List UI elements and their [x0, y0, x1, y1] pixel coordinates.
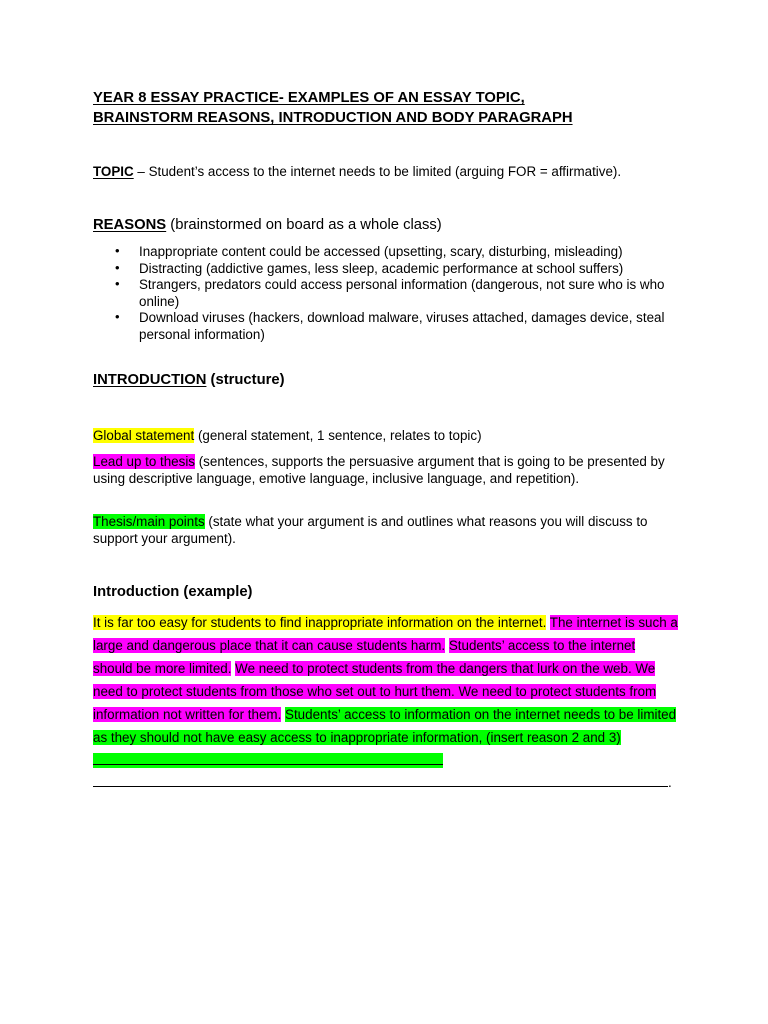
- example-thesis-text: Students’ access to information on the internet needs to be limited as they should not have easy access to inappropriate information, (insert reason 2 and 3): [93, 707, 677, 745]
- thesis-label: Thesis/main points: [93, 514, 205, 529]
- list-item: [93, 261, 678, 278]
- example-paragraph: [93, 611, 678, 772]
- reason-text: Strangers, predators could access personal information (dangerous, not sure who is who online): [139, 277, 665, 309]
- title-line-2: BRAINSTORM REASONS, INTRODUCTION AND BODY PARAGRAPH: [93, 110, 573, 126]
- bullet-icon: •: [115, 276, 120, 291]
- reason-text: Inappropriate content could be accessed (upsetting, scary, disturbing, misleading): [139, 244, 623, 259]
- bullet-icon: •: [115, 309, 120, 324]
- bullet-icon: •: [115, 243, 120, 258]
- reasons-label: REASONS: [93, 217, 167, 233]
- example-heading: Introduction (example): [93, 584, 253, 600]
- global-statement-text: (general statement, 1 sentence, relates to topic): [194, 428, 482, 443]
- example-global-statement: It is far too easy for students to find inappropriate information on the internet.: [93, 615, 547, 630]
- topic-label: TOPIC: [93, 164, 134, 179]
- reason-text: Download viruses (hackers, download malware, viruses attached, damages device, steal personal information): [139, 310, 665, 342]
- thesis-para: [93, 514, 678, 547]
- title-line-1: YEAR 8 ESSAY PRACTICE- EXAMPLES OF AN ESSAY TOPIC,: [93, 90, 525, 106]
- fill-in-blank: [93, 752, 443, 765]
- lead-up-para: [93, 454, 678, 487]
- introduction-note: (structure): [206, 372, 285, 388]
- topic-text: – Student’s access to the internet needs to be limited (arguing FOR = affirmative).: [133, 164, 622, 179]
- list-item: [93, 310, 678, 343]
- document-title: [93, 88, 693, 128]
- global-statement-para: [93, 428, 678, 445]
- fill-in-end-mark: .: [668, 775, 672, 790]
- reasons-note: (brainstormed on board as a whole class): [166, 217, 442, 233]
- list-item: [93, 277, 678, 310]
- reasons-list: [93, 244, 678, 343]
- introduction-label: INTRODUCTION: [93, 372, 207, 388]
- global-statement-label: Global statement: [93, 428, 195, 443]
- introduction-heading: [93, 371, 285, 389]
- fill-in-line: [93, 786, 668, 787]
- bullet-icon: •: [115, 259, 120, 275]
- lead-up-text: (sentences, supports the persuasive argument that is going to be presented by using descriptive language, emotive language, inclusive language, and repetition).: [93, 454, 665, 486]
- lead-up-label: Lead up to thesis: [93, 454, 195, 469]
- example-lead-up: The internet is such a large and dangerous place that it can cause students harm.: [93, 615, 678, 653]
- topic-line: [93, 164, 713, 181]
- list-item: [93, 244, 678, 261]
- thesis-text: (state what your argument is and outlines what reasons you will discuss to support your argument).: [93, 514, 648, 546]
- example-thesis-first: Students’ access to the internet should be more limited.: [93, 638, 636, 676]
- example-lead-up-repetition: We need to protect students from the dangers that lurk on the web. We need to protect students from those who set out to hurt them. We need to protect students from information not written for them.: [93, 661, 657, 722]
- reasons-heading: [93, 216, 442, 234]
- reason-text: Distracting (addictive games, less sleep, academic performance at school suffers): [139, 260, 624, 276]
